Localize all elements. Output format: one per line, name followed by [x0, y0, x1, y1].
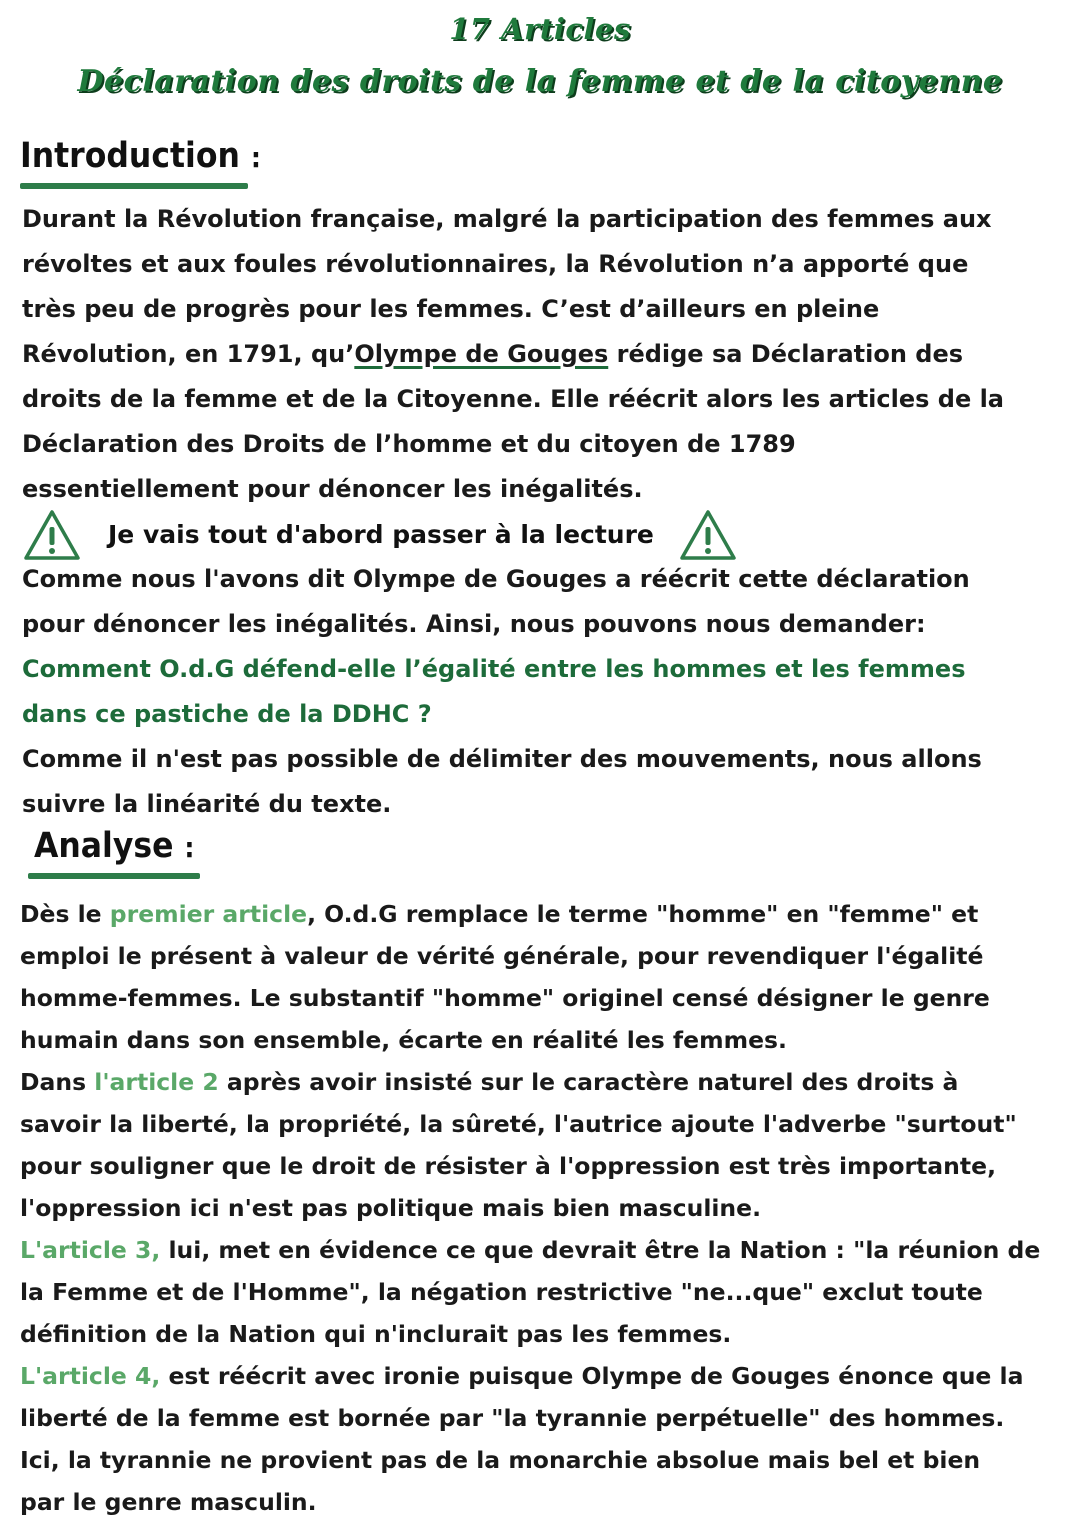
- intro-line: suivre la linéarité du texte.: [22, 790, 392, 818]
- problematic-question: Comment O.d.G défend-elle l’égalité entre les hommes et les femmes: [22, 655, 966, 683]
- article-reference: L'article 4,: [20, 1362, 161, 1390]
- intro-line: Durant la Révolution française, malgré la participation des femmes aux: [22, 205, 992, 233]
- analyse-line: homme-femmes. Le substantif "homme" originel censé désigner le genre: [20, 984, 990, 1012]
- intro-line: très peu de progrès pour les femmes. C’est d’ailleurs en pleine: [22, 295, 880, 323]
- introduction-heading-text: Introduction: [20, 136, 240, 176]
- analyse-line: l'oppression ici n'est pas politique mais bien masculine.: [20, 1194, 762, 1222]
- analyse-body: [20, 893, 1065, 1523]
- analyse-line: pour souligner que le droit de résister à l'oppression est très importante,: [20, 1152, 996, 1180]
- analyse-line: emploi le présent à valeur de vérité générale, pour revendiquer l'égalité: [20, 942, 984, 970]
- warning-icon: [678, 508, 738, 562]
- intro-line-text: rédige sa Déclaration des: [608, 340, 964, 368]
- analyse-line: définition de la Nation qui n'inclurait pas les femmes.: [20, 1320, 732, 1348]
- analyse-line: [20, 1061, 1065, 1103]
- intro-line-text: Révolution, en 1791, qu’: [22, 340, 355, 368]
- analyse-line-text: est réécrit avec ironie puisque Olympe de Gouges énonce que la: [160, 1362, 1024, 1390]
- analyse-line: [20, 893, 1065, 935]
- article-reference: premier article: [109, 900, 308, 928]
- introduction-body: [22, 197, 1067, 827]
- analyse-line-text: Dans: [20, 1068, 95, 1096]
- analyse-line: [20, 1355, 1065, 1397]
- document-subtitle: Déclaration des droits de la femme et de la citoyenne: [77, 64, 1003, 99]
- analyse-heading-text: Analyse: [34, 826, 174, 866]
- analyse-line: humain dans son ensemble, écarte en réalité les femmes.: [20, 1026, 787, 1054]
- intro-line: révoltes et aux foules révolutionnaires, la Révolution n’a apporté que: [22, 250, 969, 278]
- article-reference: L'article 3,: [20, 1236, 161, 1264]
- analyse-line: savoir la liberté, la propriété, la sûreté, l'autrice ajoute l'adverbe "surtout": [20, 1110, 1017, 1138]
- problematic-question: dans ce pastiche de la DDHC ?: [22, 700, 432, 728]
- author-name: Olympe de Gouges: [354, 340, 609, 368]
- analyse-heading: [34, 826, 195, 866]
- warning-icon: [22, 508, 82, 562]
- warning-text: Je vais tout d'abord passer à la lecture: [108, 520, 654, 549]
- analyse-line-text: lui, met en évidence ce que devrait être la Nation : "la réunion de: [160, 1236, 1041, 1264]
- reading-warning: [22, 512, 1067, 557]
- analyse-line-text: Dès le: [20, 900, 110, 928]
- analyse-line: Ici, la tyrannie ne provient pas de la monarchie absolue mais bel et bien: [20, 1446, 981, 1474]
- analyse-heading-colon: :: [184, 831, 195, 864]
- intro-line: Comme il n'est pas possible de délimiter des mouvements, nous allons: [22, 745, 982, 773]
- document-title: 17 Articles: [449, 12, 631, 46]
- analyse-line-text: après avoir insisté sur le caractère naturel des droits à: [218, 1068, 959, 1096]
- analyse-line: liberté de la femme est bornée par "la tyrannie perpétuelle" des hommes.: [20, 1404, 1005, 1432]
- intro-line: essentiellement pour dénoncer les inégalités.: [22, 475, 643, 503]
- article-reference: l'article 2: [94, 1068, 219, 1096]
- introduction-heading-colon: :: [250, 141, 261, 174]
- analyse-line: la Femme et de l'Homme", la négation restrictive "ne...que" exclut toute: [20, 1278, 983, 1306]
- introduction-heading-underline: [20, 183, 248, 189]
- introduction-heading: [20, 136, 261, 176]
- intro-line: droits de la femme et de la Citoyenne. Elle réécrit alors les articles de la: [22, 385, 1004, 413]
- analyse-heading-underline: [28, 873, 200, 879]
- analyse-line: [20, 1229, 1065, 1271]
- intro-line: Déclaration des Droits de l’homme et du citoyen de 1789: [22, 430, 796, 458]
- intro-line: [22, 332, 1067, 377]
- intro-line: pour dénoncer les inégalités. Ainsi, nous pouvons nous demander:: [22, 610, 926, 638]
- analyse-line-text: , O.d.G remplace le terme "homme" en "femme" et: [307, 900, 979, 928]
- intro-line: Comme nous l'avons dit Olympe de Gouges a réécrit cette déclaration: [22, 565, 970, 593]
- analyse-line: par le genre masculin.: [20, 1488, 317, 1516]
